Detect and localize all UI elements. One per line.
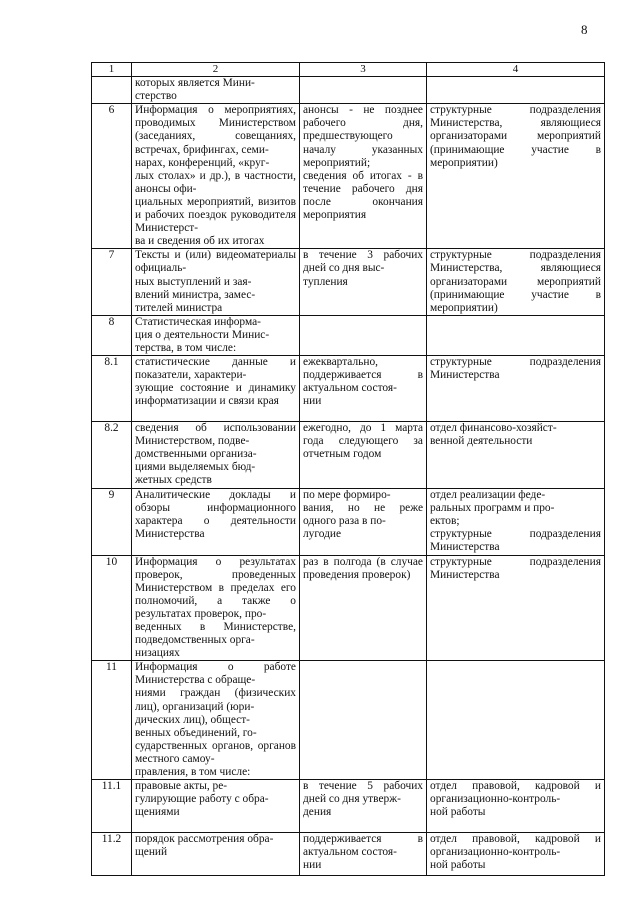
row-number-text: 11.1 xyxy=(101,780,122,793)
row-number-text: 11 xyxy=(106,661,117,674)
row-info-type-text: Информация о мероприятиях, проводимых Министерством (заседаниях, совещаниях, встречах, брифингах, семи- нарах, конференций, «круг- лых столах» и др.), в частности, анонсы офи- циальных мероприятий, визитов и рабочих поездок руководителя Министерст- ва и сведения об их итогах xyxy=(135,104,296,248)
row-period xyxy=(300,489,427,555)
table-row xyxy=(92,315,605,355)
row-period-text: в течение 5 рабочих дней со дня утверж- дения xyxy=(303,780,423,819)
row-info-type-text: Тексты и (или) видеоматериалы официаль- ных выступлений и зая- влений министра, замес- тителей министра xyxy=(135,249,296,314)
row-number-text: 8.2 xyxy=(104,422,119,435)
row-number xyxy=(92,833,132,876)
row-info-type-text: Информация о работе Министерства с обраще- ниями граждан (физических лиц), организаций (юри- дических лиц), общест- венных объединений, го- сударственных органов, органов местного самоу- правления, в том числе: xyxy=(135,661,296,779)
row-info-type xyxy=(132,780,300,833)
table-row xyxy=(92,77,605,104)
row-responsible-text: отдел правовой, кадровой и организационно-контроль- ной работы xyxy=(430,833,601,872)
table-row xyxy=(92,249,605,315)
row-responsible xyxy=(427,555,605,661)
header-col-3: 3 xyxy=(300,63,427,77)
row-info-type-text: Статистическая информа- ция о деятельности Минис- терства, в том числе: xyxy=(135,315,270,354)
row-period xyxy=(300,104,427,249)
row-responsible-text: отдел реализации феде- ральных программ и про- ектов; структурные подразделения Министерства xyxy=(430,489,601,554)
row-period-text: ежеквартально, поддерживается в актуальном состоя- нии xyxy=(303,356,423,408)
row-number xyxy=(92,249,132,315)
row-period xyxy=(300,356,427,422)
row-responsible-text: отдел правовой, кадровой и организационно-контроль- ной работы xyxy=(430,780,601,819)
header-col-4: 4 xyxy=(427,63,605,77)
table-row xyxy=(92,356,605,422)
row-responsible xyxy=(427,780,605,833)
page-number: 8 xyxy=(581,22,588,37)
row-responsible xyxy=(427,249,605,315)
row-period xyxy=(300,315,427,355)
row-responsible-text: отдел финансово-хозяйст- венной деятельности xyxy=(430,422,557,448)
row-info-type-text: Аналитические доклады и обзоры информационного характера о деятельности Министерства xyxy=(135,489,296,541)
row-responsible xyxy=(427,315,605,355)
row-number xyxy=(92,489,132,555)
row-number xyxy=(92,356,132,422)
row-info-type xyxy=(132,661,300,780)
table-row xyxy=(92,422,605,489)
row-info-type-text: сведения об использовании Министерством, подве- домственными организа- циями выделяемых бюд- жетных средств xyxy=(135,422,296,487)
table-row xyxy=(92,661,605,780)
row-period xyxy=(300,249,427,315)
row-number xyxy=(92,780,132,833)
row-period-text: анонсы - не позднее рабочего дня, предшествующего началу указанных мероприятий; сведения об итогах - в течение рабочего дня после окончания мероприятия xyxy=(303,104,423,222)
row-number-text: 8 xyxy=(108,315,115,328)
row-info-type xyxy=(132,104,300,249)
row-period xyxy=(300,422,427,489)
row-info-type xyxy=(132,249,300,315)
row-period xyxy=(300,833,427,876)
disclosure-table xyxy=(91,62,605,876)
table-row xyxy=(92,489,605,555)
row-info-type xyxy=(132,422,300,489)
row-info-type-text: которых является Мини- стерство xyxy=(135,77,255,103)
row-info-type xyxy=(132,489,300,555)
row-info-type xyxy=(132,833,300,876)
header-col-1: 1 xyxy=(92,63,132,77)
row-number xyxy=(92,315,132,355)
table-row xyxy=(92,555,605,661)
row-responsible xyxy=(427,661,605,780)
row-info-type-text: Информация о результатах проверок, проведенных Министерством в пределах его полномочий, а также о результатах проверок, про- веденных в Министерстве, подведомственных орга- низациях xyxy=(135,555,296,660)
row-number-text: 6 xyxy=(108,104,115,117)
row-period-text: ежегодно, до 1 марта года следующего за отчетным годом xyxy=(303,422,423,461)
row-info-type-text: статистические данные и показатели, характери- зующие состояние и динамику информатизации и связи края xyxy=(135,356,296,408)
row-responsible-text: структурные подразделения Министерства xyxy=(430,356,601,382)
row-period-text: по мере формиро- вания, но не реже одного раза в по- лугодие xyxy=(303,489,423,541)
row-number-text: 11.2 xyxy=(101,833,122,846)
row-number-text: 10 xyxy=(105,555,118,568)
row-responsible xyxy=(427,77,605,104)
row-period xyxy=(300,77,427,104)
row-info-type xyxy=(132,555,300,661)
row-info-type-text: порядок рассмотрения обра- щений xyxy=(135,833,274,859)
row-period xyxy=(300,661,427,780)
table-header-row xyxy=(92,63,605,77)
row-responsible xyxy=(427,104,605,249)
row-responsible xyxy=(427,356,605,422)
row-responsible xyxy=(427,489,605,555)
row-number-text: 8.1 xyxy=(104,356,119,369)
row-info-type-text: правовые акты, ре- гулирующие работу с обра- щениями xyxy=(135,780,269,819)
row-period-text: в течение 3 рабочих дней со дня выс- тупления xyxy=(303,249,423,288)
table-row xyxy=(92,780,605,833)
row-period xyxy=(300,780,427,833)
row-number xyxy=(92,555,132,661)
row-responsible-text: структурные подразделения Министерства xyxy=(430,555,601,581)
row-responsible xyxy=(427,422,605,489)
row-number-text: 7 xyxy=(108,249,115,262)
row-info-type xyxy=(132,356,300,422)
row-number xyxy=(92,661,132,780)
row-number xyxy=(92,104,132,249)
row-period-text: поддерживается в актуальном состоя- нии xyxy=(303,833,423,872)
header-col-2: 2 xyxy=(132,63,300,77)
table-row xyxy=(92,833,605,876)
row-info-type xyxy=(132,315,300,355)
row-info-type xyxy=(132,77,300,104)
row-number-text: 9 xyxy=(108,489,115,502)
table-row xyxy=(92,104,605,249)
row-period-text: раз в полгода (в случае проведения проверок) xyxy=(303,555,423,581)
row-number xyxy=(92,422,132,489)
row-number xyxy=(92,77,132,104)
row-responsible-text: структурные подразделения Министерства, являющиеся организаторами мероприятий (принимающие участие в мероприятии) xyxy=(430,104,601,169)
row-period xyxy=(300,555,427,661)
row-responsible xyxy=(427,833,605,876)
row-responsible-text: структурные подразделения Министерства, являющиеся организаторами мероприятий (принимающие участие в мероприятии) xyxy=(430,249,601,314)
